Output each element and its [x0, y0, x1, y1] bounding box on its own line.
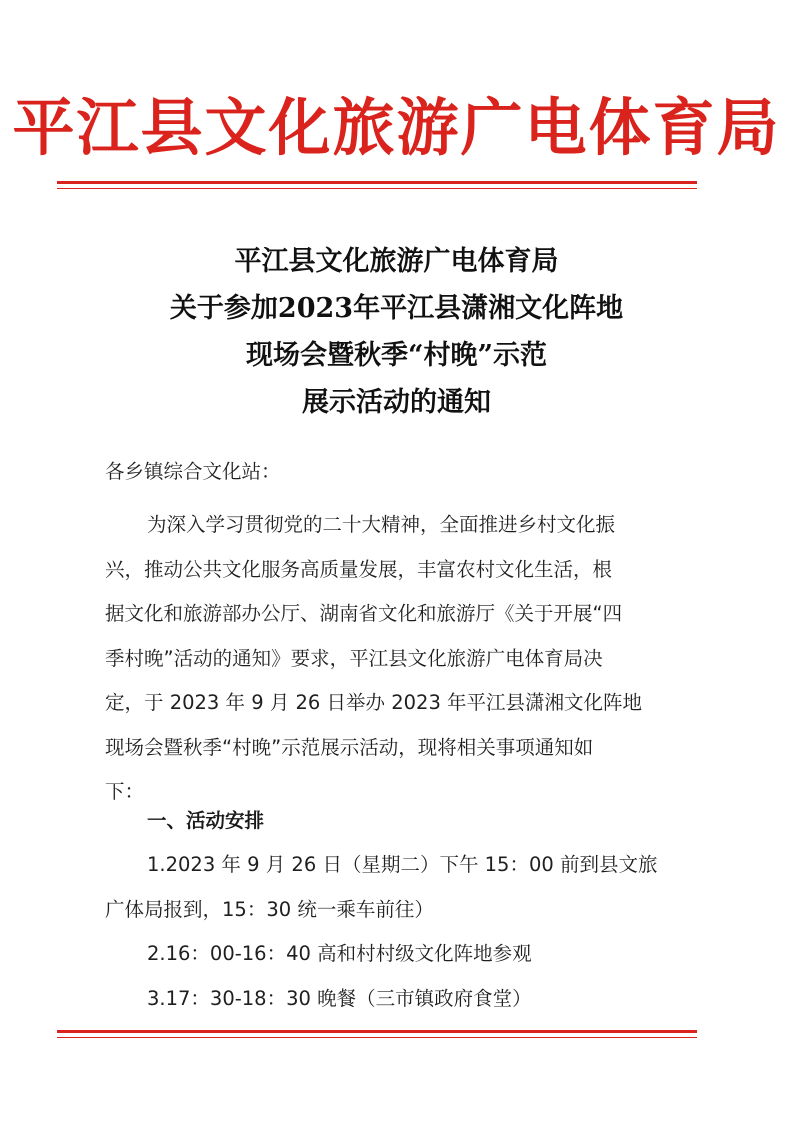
title-line: 展示活动的通知	[302, 387, 491, 418]
paragraph-line: 下：	[105, 780, 145, 803]
agency-masthead: 平江县文化旅游广电体育局	[12, 91, 781, 164]
paragraph-line: 据文化和旅游部办公厅、湖南省文化和旅游厅《关于开展“四	[105, 602, 623, 625]
paragraph-line: 为深入学习贯彻党的二十大精神，全面推进乡村文化振	[147, 513, 616, 536]
paragraph-line: 现场会暨秋季“村晚”示范展示活动，现将相关事项通知如	[105, 735, 594, 759]
intro-paragraph	[105, 503, 695, 815]
paragraph-line: 季村晚”活动的通知》要求，平江县文化旅游广电体育局决	[105, 646, 603, 670]
schedule-item: 广体局报到，15：30 统一乘车前往）	[105, 898, 434, 921]
title-line: 现场会暨秋季“村晚”示范	[245, 340, 548, 371]
schedule-item: 3.17：30-18：30 晚餐（三市镇政府食堂）	[147, 987, 532, 1010]
section-heading: 一、活动安排	[147, 809, 265, 832]
masthead-red-rule-thick	[57, 181, 697, 184]
paragraph-line: 兴，推动公共文化服务高质量发展，丰富农村文化生活，根	[105, 557, 613, 581]
notice-title	[0, 238, 793, 426]
footer-red-rule-thick	[57, 1030, 697, 1033]
schedule-item: 2.16：00-16：40 高和村村级文化阵地参观	[147, 942, 532, 965]
footer-red-rule-thin	[57, 1037, 697, 1038]
title-line: 平江县文化旅游广电体育局	[234, 246, 559, 277]
masthead-red-rule-thin	[57, 188, 697, 189]
paragraph-line: 定，于 2023 年 9 月 26 日举办 2023 年平江县潇湘文化阵地	[105, 691, 643, 714]
title-line: 关于参加2023年平江县潇湘文化阵地	[169, 293, 624, 324]
schedule-item: 1.2023 年 9 月 26 日（星期二）下午 15：00 前到县文旅	[147, 853, 658, 876]
salutation: 各乡镇综合文化站：	[105, 460, 281, 483]
